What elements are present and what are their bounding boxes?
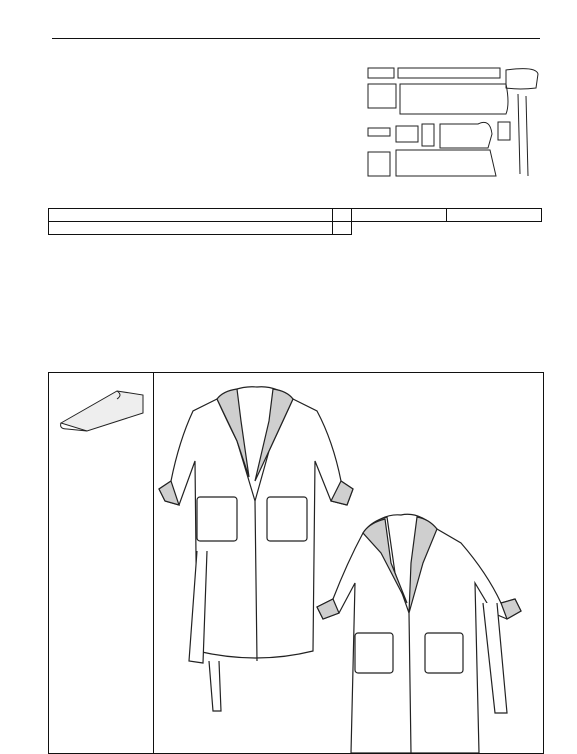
eur-label [333,222,352,235]
yardage-table [48,208,542,235]
header-rule [52,38,540,39]
view-b-drawing [311,503,543,753]
piece-3-shape [396,150,496,176]
piece-13-shape [506,69,538,89]
piece-12-shape [368,128,390,136]
fabric-suggestions [49,373,154,753]
piece-11-shape [526,96,528,176]
belt-b-end [483,603,507,713]
piece-6-shape [368,68,394,78]
table-header-row [49,209,542,222]
illustration-panel [48,372,544,754]
piece-4-shape [368,152,390,176]
piece-1-shape [400,84,508,114]
piece-7-shape [440,122,492,148]
size-row [49,222,542,235]
piece-14-shape [518,94,520,174]
pocket-right [267,497,307,541]
piece-5-shape [398,68,500,78]
fabric-width-b [447,209,542,222]
piece-10-shape [498,122,510,140]
table-header-sublabel [49,222,333,235]
pattern-pieces-diagram [360,64,544,182]
pocket-left [197,497,237,541]
pocket-b-left [355,633,393,673]
table-header-label [49,209,333,222]
fabric-roll-icon [57,383,147,433]
pocket-b-right [425,633,463,673]
piece-8-shape [422,124,434,146]
piece-2-shape [368,84,396,108]
fabric-width-a [352,209,447,222]
piece-9-shape [396,126,418,142]
